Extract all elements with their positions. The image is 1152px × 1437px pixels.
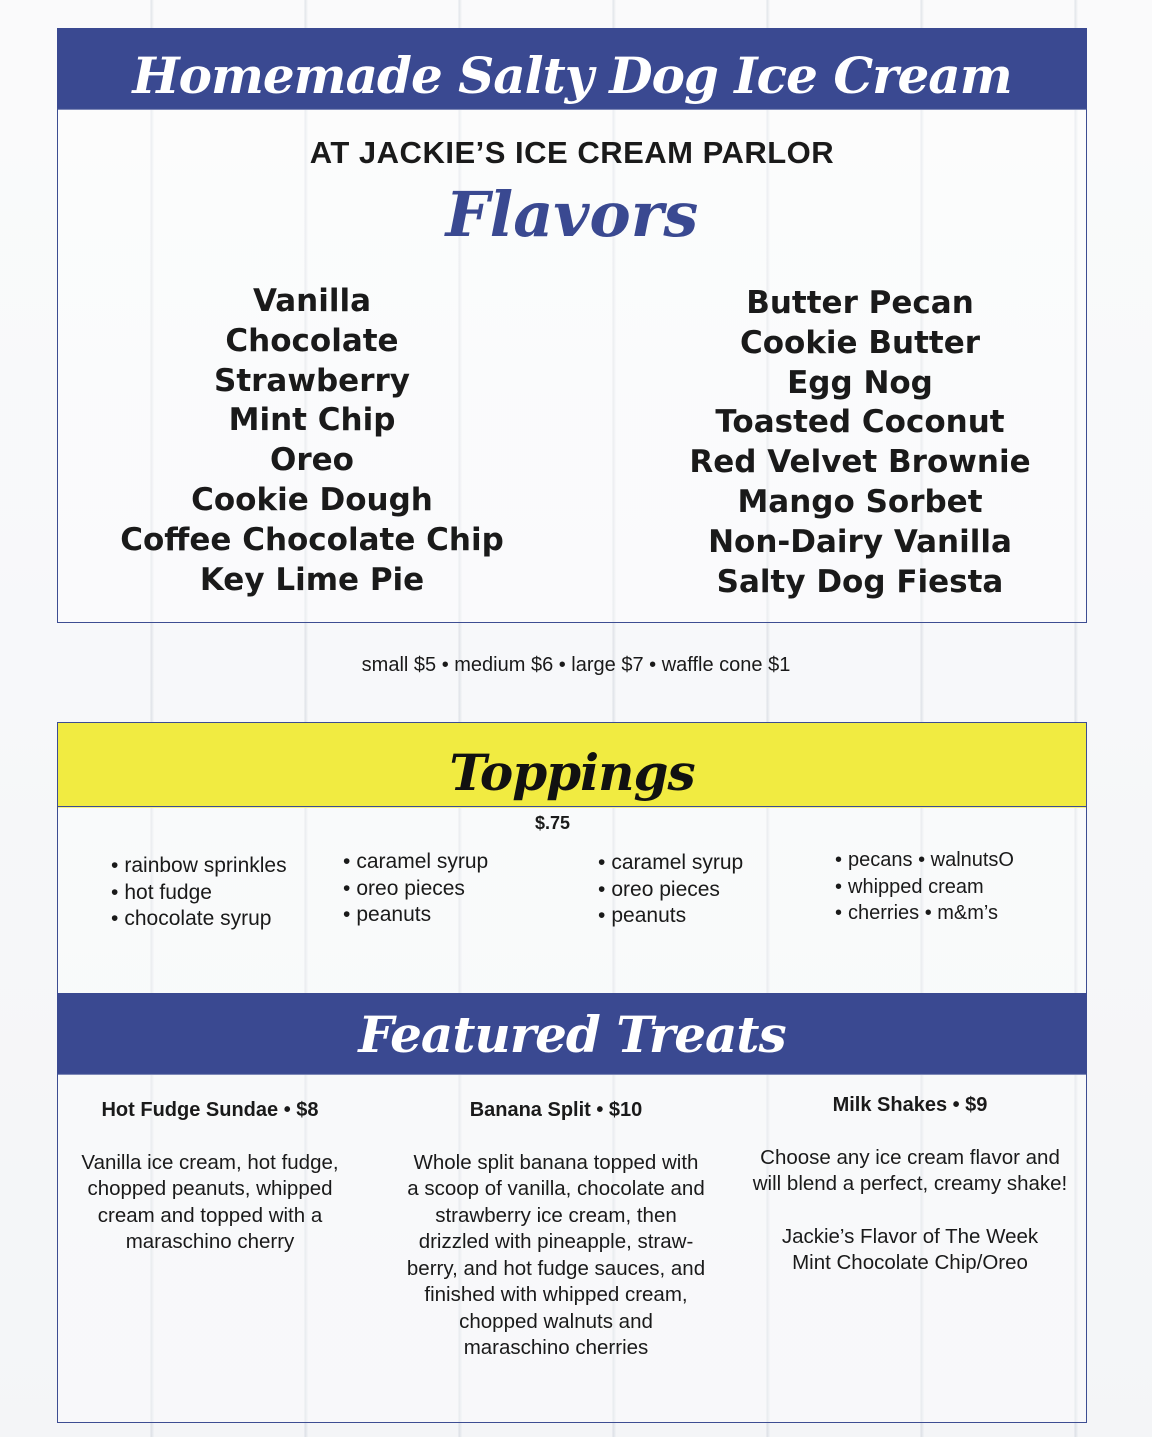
toppings-price: $.75	[535, 813, 571, 833]
featured-banner	[57, 993, 1087, 1075]
topping-item: • pecans • walnutsO	[835, 849, 1014, 871]
spacer	[735, 1198, 1085, 1224]
toppings-heading: Toppings	[449, 743, 695, 802]
flavor-item: Key Lime Pie	[199, 561, 425, 598]
flavor-list-right	[660, 284, 1060, 602]
treat-line: maraschino cherry	[125, 1230, 295, 1253]
treat-line: chopped walnuts and	[459, 1309, 653, 1333]
treat-heading: Banana Split • $10	[469, 1099, 643, 1121]
treat-line: drizzled with pineapple, straw-	[418, 1230, 694, 1253]
flavor-item: Mango Sorbet	[737, 483, 983, 520]
toppings-col-3	[598, 850, 743, 930]
treat-line: Vanilla ice cream, hot fudge,	[81, 1150, 339, 1174]
treat-line: cream and topped with a	[97, 1203, 323, 1227]
treat-hot-fudge-sundae	[60, 1097, 360, 1256]
toppings-col-2	[343, 849, 488, 929]
treat-milk-shakes	[735, 1092, 1085, 1277]
flavors-heading: Flavors	[445, 178, 699, 251]
topping-item: • caramel syrup	[598, 851, 744, 874]
flavor-item: Red Velvet Brownie	[689, 444, 1031, 481]
topping-item: • whipped cream	[835, 875, 984, 898]
topping-item: • oreo pieces	[598, 877, 720, 901]
flavor-item: Mint Chip	[228, 402, 396, 439]
flavor-item: Toasted Coconut	[715, 404, 1005, 441]
flavor-item: Egg Nog	[787, 364, 933, 401]
flavor-item: Chocolate	[225, 322, 399, 359]
flavor-item: Oreo	[270, 442, 354, 479]
treat-line: berry, and hot fudge sauces, and	[406, 1256, 706, 1280]
treat-line: a scoop of vanilla, chocolate and	[407, 1177, 705, 1200]
treat-line: Choose any ice cream flavor and	[760, 1145, 1060, 1169]
topping-item: • cherries • m&m’s	[835, 902, 999, 924]
treat-line: chopped peanuts, whipped	[87, 1177, 333, 1200]
topping-item: • peanuts	[598, 904, 687, 927]
flavor-item: Salty Dog Fiesta	[716, 563, 1004, 600]
flavor-item: Butter Pecan	[746, 285, 974, 321]
flavor-item: Coffee Chocolate Chip	[120, 521, 504, 558]
menu-title: Homemade Salty Dog Ice Cream	[132, 46, 1012, 105]
flavor-item: Cookie Dough	[191, 481, 433, 518]
topping-item: • rainbow sprinkles	[111, 854, 287, 877]
treat-line: Whole split banana topped with	[413, 1150, 699, 1174]
flavor-of-week-label: Jackie’s Flavor of The Week	[781, 1224, 1039, 1248]
flavor-of-week-value: Mint Chocolate Chip/Oreo	[792, 1251, 1028, 1274]
treat-line: finished with whipped cream,	[424, 1283, 688, 1306]
flavor-item: Vanilla	[252, 283, 372, 319]
flavor-item: Cookie Butter	[739, 324, 981, 361]
parlor-subtitle: AT JACKIE’S ICE CREAM PARLOR	[309, 135, 835, 170]
title-banner	[57, 28, 1087, 110]
toppings-col-1	[111, 853, 287, 933]
topping-item: • hot fudge	[111, 880, 212, 904]
treat-banana-split	[385, 1097, 727, 1362]
treat-heading: Hot Fudge Sundae • $8	[101, 1099, 319, 1121]
flavor-item: Non-Dairy Vanilla	[708, 523, 1012, 560]
topping-item: • caramel syrup	[343, 850, 489, 873]
topping-item: • chocolate syrup	[111, 907, 272, 930]
size-prices: small $5 • medium $6 • large $7 • waffle cone $1	[361, 654, 791, 676]
flavor-list-left	[100, 282, 524, 600]
featured-heading: Featured Treats	[358, 1005, 786, 1064]
treat-line: maraschino cherries	[463, 1336, 649, 1359]
treat-heading: Milk Shakes • $9	[832, 1094, 988, 1116]
flavor-item: Strawberry	[214, 362, 410, 399]
toppings-banner	[57, 722, 1087, 808]
treat-line: will blend a perfect, creamy shake!	[752, 1172, 1068, 1195]
topping-item: • oreo pieces	[343, 876, 465, 900]
toppings-col-4	[835, 847, 1014, 927]
topping-item: • peanuts	[343, 903, 432, 926]
treat-line: strawberry ice cream, then	[435, 1203, 677, 1227]
